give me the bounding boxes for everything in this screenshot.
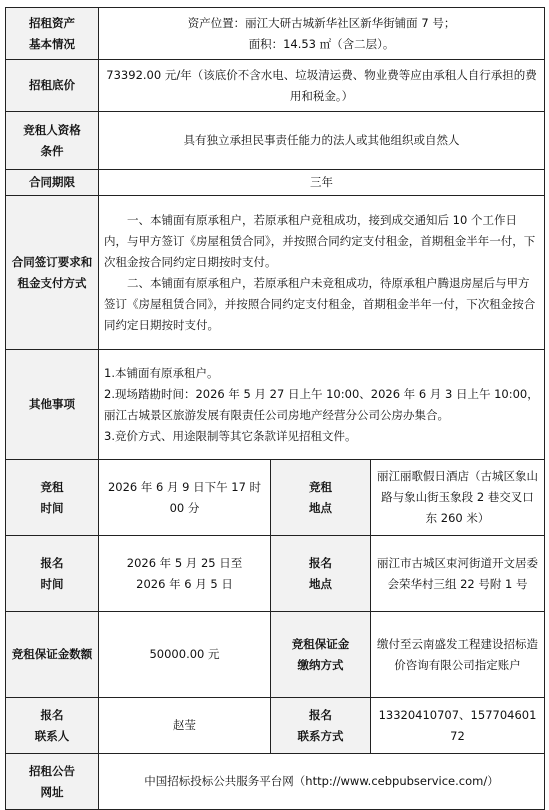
registration-time-label-line2: 时间 [40,576,64,591]
bidding-place-label-line2: 地点 [309,500,332,515]
contract-terms-value [99,196,545,350]
contact-person-value: 赵莹 [99,698,271,754]
bidding-place-value: 丽江丽歌假日酒店（古城区象山路与象山街玉象段 2 巷交叉口东 260 米） [371,460,545,536]
registration-place-value: 丽江市古城区束河街道开文居委会荣华村三组 22 号附 1 号 [371,536,545,612]
deposit-method-label-line2: 缴纳方式 [297,657,344,672]
contract-terms-para2: 二、本铺面有原承租户，若原承租户未竞租成功，待原承租户腾退房屋后与甲方签订《房屋租赁合同》，并按照合同约定支付租金，首期租金半年一付，下次租金按合同约定日期按时支付。 [104,275,536,332]
row-registration [6,536,545,612]
contact-phone-label-line1: 报名 [309,707,332,722]
asset-info-label-line1: 招租资产 [29,15,75,30]
registration-time-label [6,536,99,612]
registration-time-start: 2026 年 5 月 25 日至 [126,555,243,570]
other-matters-item3: 3.竞价方式、用途限制等其它条款详见招租文件。 [104,428,357,443]
bidding-place-label-line1: 竞租 [309,479,332,494]
row-other-matters [6,350,545,460]
bidding-time-label-line1: 竞租 [40,479,64,494]
asset-location: 资产位置：丽江大研古城新华社区新华街铺面 7 号； [187,15,456,30]
row-contract-terms [6,196,545,350]
registration-time-value [99,536,271,612]
asset-info-label [6,8,99,60]
other-matters-value [99,350,545,460]
row-contract-term [6,170,545,196]
other-matters-label: 其他事项 [6,350,99,460]
bidding-time-label-line2: 时间 [40,500,64,515]
registration-time-label-line1: 报名 [40,555,64,570]
registration-place-label [271,536,371,612]
bidding-time-label [6,460,99,536]
website-label [6,754,99,810]
bidding-place-label [271,460,371,536]
base-price-label: 招租底价 [6,60,99,112]
row-deposit [6,612,545,698]
website-label-line1: 招租公告 [29,763,75,778]
registration-place-label-line2: 地点 [309,576,332,591]
contact-person-label-line1: 报名 [40,707,64,722]
row-base-price [6,60,545,112]
deposit-method-label-line1: 竞租保证金 [291,636,350,651]
bidding-time-value: 2026 年 6 月 9 日下午 17 时 00 分 [99,460,271,536]
asset-info-label-line2: 基本情况 [29,36,75,51]
contact-person-label [6,698,99,754]
contact-person-label-line2: 联系人 [34,728,70,743]
contact-phone-label [271,698,371,754]
row-website [6,754,545,810]
deposit-method-label [271,612,371,698]
row-asset-info [6,8,545,60]
deposit-method-value: 缴付至云南盛发工程建设招标造价咨询有限公司指定账户 [371,612,545,698]
row-qualification [6,112,545,170]
website-label-line2: 网址 [40,784,64,799]
registration-place-label-line1: 报名 [309,555,332,570]
website-value: 中国招标投标公共服务平台网（http://www.cebpubservice.com/） [99,754,545,810]
other-matters-item2: 2.现场踏勘时间：2026 年 5 月 27 日上午 10:00、2026 年 6 月 3 日上午 10:00，丽江古城景区旅游发展有限责任公司房地产经营分公司公房办集合。 [104,386,539,422]
deposit-amount-value: 50000.00 元 [99,612,271,698]
registration-time-end: 2026 年 6 月 5 日 [136,576,233,591]
contact-phone-value: 13320410707、15770460172 [371,698,545,754]
row-contact [6,698,545,754]
tender-info-table [5,7,545,810]
contract-term-value: 三年 [99,170,545,196]
qualification-label-line1: 竞租人资格 [23,122,81,137]
qualification-value: 具有独立承担民事责任能力的法人或其他组织或自然人 [99,112,545,170]
deposit-amount-label: 竞租保证金数额 [6,612,99,698]
contract-term-label: 合同期限 [6,170,99,196]
contact-phone-label-line2: 联系方式 [297,728,344,743]
qualification-label-line2: 条件 [40,143,64,158]
base-price-value: 73392.00 元/年（该底价不含水电、垃圾清运费、物业费等应由承租人自行承担的费用和税金。） [99,60,545,112]
row-bidding [6,460,545,536]
asset-info-value [99,8,545,60]
qualification-label [6,112,99,170]
other-matters-item1: 1.本铺面有原承租户。 [104,365,219,380]
asset-area: 面积：14.53 ㎡（含二层）。 [248,36,395,51]
contract-terms-para1: 一、本铺面有原承租户，若原承租户竞租成功，接到成交通知后 10 个工作日内，与甲方签订《房屋租赁合同》，并按照合同约定支付租金，首期租金半年一付，下次租金按合同约定日期按时支付。 [104,212,536,269]
contract-terms-label: 合同签订要求和租金支付方式 [6,196,99,350]
